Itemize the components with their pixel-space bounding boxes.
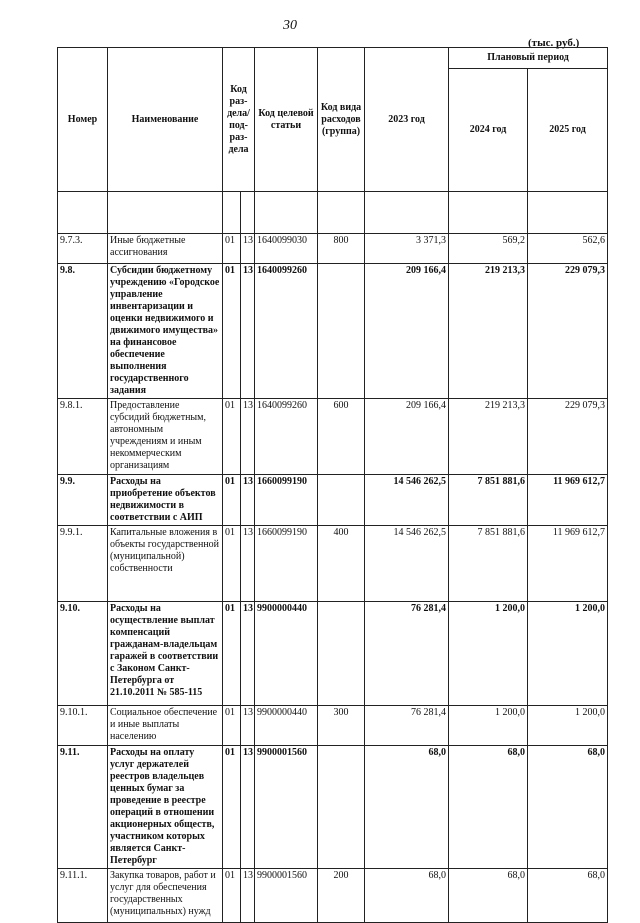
- header-2024: 2024 год: [449, 69, 528, 192]
- spacer-row: [58, 192, 608, 234]
- row-name: Расходы на осуществление выплат компенсаций гражданам-владельцам гаражей в соответствии с Законом Санкт-Петербурга от 21.10.2011 № 585-115: [108, 602, 223, 706]
- row-number: 9.9.: [58, 475, 108, 526]
- row-expense-type: [318, 602, 365, 706]
- table-row: [58, 399, 608, 475]
- row-expense-type: 300: [318, 706, 365, 746]
- table-row: [58, 746, 608, 869]
- row-2025: 229 079,3: [528, 399, 608, 475]
- row-name: Капитальные вложения в объекты государственной (муниципальной) собственности: [108, 526, 223, 602]
- row-section: 01: [223, 602, 241, 706]
- table-row: [58, 475, 608, 526]
- row-target: 1640099030: [255, 234, 318, 264]
- row-expense-type: [318, 475, 365, 526]
- row-2025: 11 969 612,7: [528, 526, 608, 602]
- header-section: Код раз-дела/ под-раз-дела: [223, 48, 255, 192]
- row-number: 9.8.: [58, 264, 108, 399]
- row-2023: 68,0: [365, 746, 449, 869]
- row-target: 1640099260: [255, 264, 318, 399]
- row-2024: 1 200,0: [449, 602, 528, 706]
- table-row: [58, 706, 608, 746]
- row-name: Расходы на приобретение объектов недвижимости в соответствии с АИП: [108, 475, 223, 526]
- row-2024: 1 200,0: [449, 706, 528, 746]
- table-row: [58, 234, 608, 264]
- row-section: 01: [223, 869, 241, 923]
- row-2023: 14 546 262,5: [365, 526, 449, 602]
- row-number: 9.9.1.: [58, 526, 108, 602]
- row-2024: 68,0: [449, 869, 528, 923]
- table-row: [58, 602, 608, 706]
- row-subsection: 13: [241, 869, 255, 923]
- row-target: 1660099190: [255, 526, 318, 602]
- row-2023: 209 166,4: [365, 264, 449, 399]
- row-subsection: 13: [241, 264, 255, 399]
- row-2025: 11 969 612,7: [528, 475, 608, 526]
- header-plan-period: Плановый период: [449, 48, 608, 69]
- row-2024: 7 851 881,6: [449, 475, 528, 526]
- row-2024: 219 213,3: [449, 399, 528, 475]
- row-name: Субсидии бюджетному учреждению «Городское управление инвентаризации и оценки недвижимого и движимого имущества» на финансовое обеспечение выполнения государственного задания: [108, 264, 223, 399]
- row-expense-type: [318, 264, 365, 399]
- row-target: 9900001560: [255, 746, 318, 869]
- row-2023: 76 281,4: [365, 602, 449, 706]
- row-2024: 68,0: [449, 746, 528, 869]
- row-number: 9.11.: [58, 746, 108, 869]
- row-section: 01: [223, 399, 241, 475]
- row-section: 01: [223, 746, 241, 869]
- row-subsection: 13: [241, 706, 255, 746]
- row-name: Социальное обеспечение и иные выплаты населению: [108, 706, 223, 746]
- row-2023: 76 281,4: [365, 706, 449, 746]
- row-number: 9.10.1.: [58, 706, 108, 746]
- row-name: Расходы на оплату услуг держателей реестров владельцев ценных бумаг за проведение в реестре операций в отношении акционерных обществ, участником которых является Санкт-Петербург: [108, 746, 223, 869]
- row-subsection: 13: [241, 475, 255, 526]
- row-2025: 1 200,0: [528, 602, 608, 706]
- row-target: 9900000440: [255, 706, 318, 746]
- header-2025: 2025 год: [528, 69, 608, 192]
- row-number: 9.7.3.: [58, 234, 108, 264]
- row-name: Иные бюджетные ассигнования: [108, 234, 223, 264]
- row-subsection: 13: [241, 746, 255, 869]
- row-expense-type: 600: [318, 399, 365, 475]
- budget-table: [57, 47, 608, 923]
- row-2025: 229 079,3: [528, 264, 608, 399]
- header-name: Наименование: [108, 48, 223, 192]
- row-2024: 7 851 881,6: [449, 526, 528, 602]
- page-number: 30: [283, 18, 297, 33]
- row-target: 1640099260: [255, 399, 318, 475]
- table-row: [58, 869, 608, 923]
- row-expense-type: 200: [318, 869, 365, 923]
- header-2023: 2023 год: [365, 48, 449, 192]
- row-2025: 68,0: [528, 746, 608, 869]
- row-section: 01: [223, 706, 241, 746]
- header-number: Номер: [58, 48, 108, 192]
- row-2024: 569,2: [449, 234, 528, 264]
- row-number: 9.11.1.: [58, 869, 108, 923]
- row-expense-type: 400: [318, 526, 365, 602]
- row-2023: 209 166,4: [365, 399, 449, 475]
- row-2025: 1 200,0: [528, 706, 608, 746]
- row-2025: 562,6: [528, 234, 608, 264]
- row-expense-type: [318, 746, 365, 869]
- row-target: 9900001560: [255, 869, 318, 923]
- row-subsection: 13: [241, 399, 255, 475]
- row-subsection: 13: [241, 526, 255, 602]
- row-number: 9.8.1.: [58, 399, 108, 475]
- unit-note: (тыс. руб.): [528, 37, 580, 49]
- row-section: 01: [223, 526, 241, 602]
- row-expense-type: 800: [318, 234, 365, 264]
- row-number: 9.10.: [58, 602, 108, 706]
- header-row: [58, 48, 608, 69]
- row-name: Закупка товаров, работ и услуг для обеспечения государственных (муниципальных) нужд: [108, 869, 223, 923]
- header-target: Код целевой статьи: [255, 48, 318, 192]
- row-2023: 68,0: [365, 869, 449, 923]
- row-2025: 68,0: [528, 869, 608, 923]
- table-row: [58, 526, 608, 602]
- row-section: 01: [223, 475, 241, 526]
- row-target: 9900000440: [255, 602, 318, 706]
- row-name: Предоставление субсидий бюджетным, автономным учреждениям и иным некоммерческим организациям: [108, 399, 223, 475]
- row-2023: 14 546 262,5: [365, 475, 449, 526]
- table-row: [58, 264, 608, 399]
- row-section: 01: [223, 234, 241, 264]
- row-2023: 3 371,3: [365, 234, 449, 264]
- row-target: 1660099190: [255, 475, 318, 526]
- row-subsection: 13: [241, 234, 255, 264]
- row-subsection: 13: [241, 602, 255, 706]
- row-2024: 219 213,3: [449, 264, 528, 399]
- header-expense-type: Код вида расходов (группа): [318, 48, 365, 192]
- row-section: 01: [223, 264, 241, 399]
